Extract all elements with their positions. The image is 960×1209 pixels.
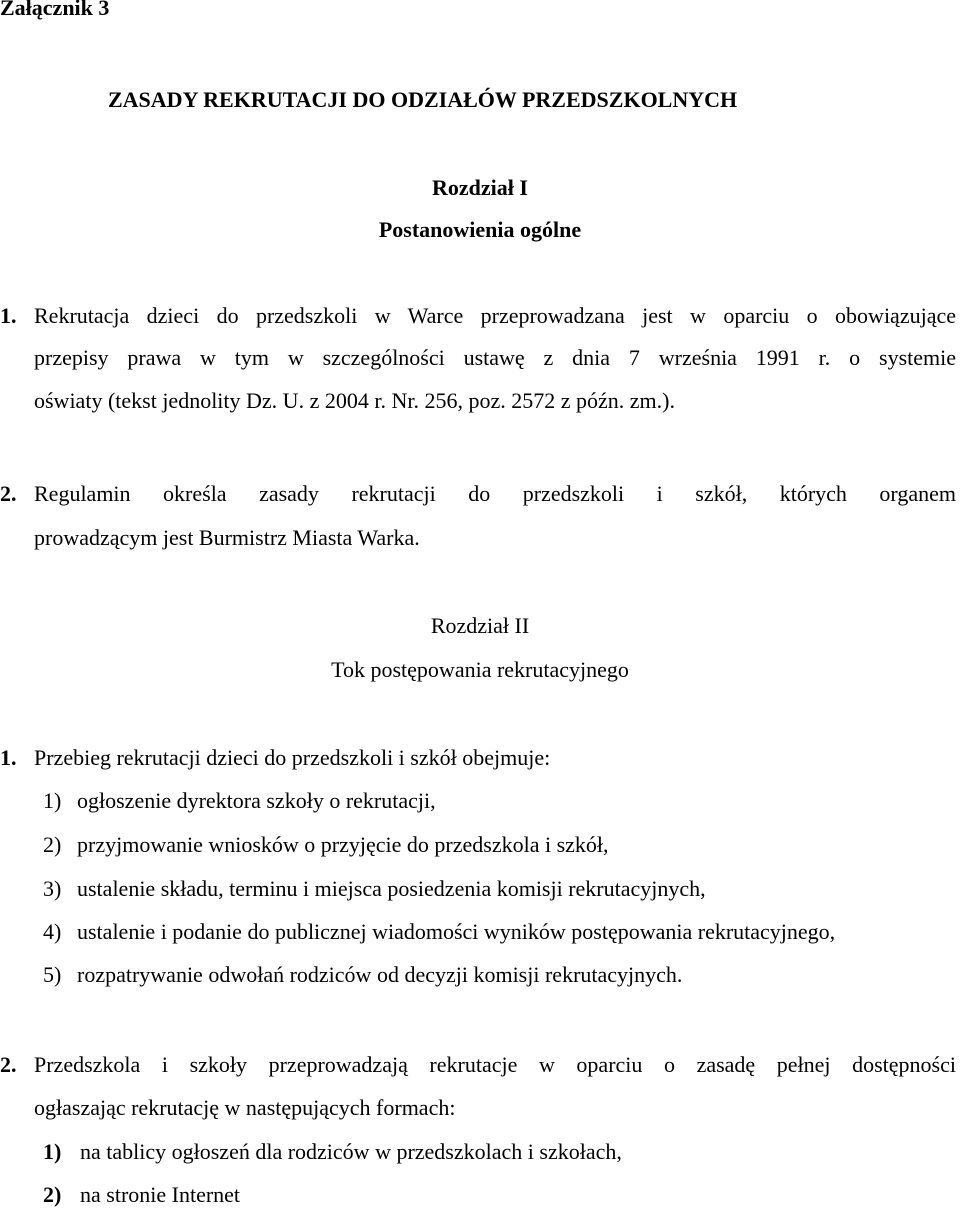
chapter-1-p1-line-1: Rekrutacja dzieci do przedszkoli w Warce przeprowadzana jest w oparciu o obowiązujące xyxy=(34,303,956,328)
list-item-text: ustalenie i podanie do publicznej wiadomości wyników postępowania rekrutacyjnego, xyxy=(77,919,836,944)
chapter-2-title: Tok postępowania rekrutacyjnego xyxy=(331,657,629,682)
list-item-number: 5) xyxy=(43,962,62,987)
list-item-text: ogłoszenie dyrektora szkoły o rekrutacji, xyxy=(77,788,436,813)
chapter-1-label: Rozdział I xyxy=(432,175,528,200)
chapter-1-p1-line-3: oświaty (tekst jednolity Dz. U. z 2004 r. Nr. 256, poz. 2572 z późn. zm.). xyxy=(34,388,675,413)
list-item-number: 3) xyxy=(43,876,62,901)
list-item-number: 1) xyxy=(43,788,62,813)
list-item-number: 4) xyxy=(43,919,62,944)
chapter-2-p1-intro: Przebieg rekrutacji dzieci do przedszkoli i szkół obejmuje: xyxy=(34,745,551,770)
chapter-2-p2-number: 2. xyxy=(0,1052,17,1077)
list-item-number: 2) xyxy=(43,832,62,857)
chapter-2-p2-line-1: Przedszkola i szkoły przeprowadzają rekrutacje w oparciu o zasadę pełnej dostępności xyxy=(34,1052,956,1077)
chapter-1-p2-line-2: prowadzącym jest Burmistrz Miasta Warka. xyxy=(34,525,420,550)
list-item-text: przyjmowanie wniosków o przyjęcie do przedszkola i szkół, xyxy=(77,832,609,857)
list-item-text: rozpatrywanie odwołań rodziców od decyzji komisji rekrutacyjnych. xyxy=(77,962,683,987)
list-item-number: 2) xyxy=(43,1182,62,1207)
chapter-1-p1-line-2: przepisy prawa w tym w szczególności ustawę z dnia 7 września 1991 r. o systemie xyxy=(34,345,956,370)
annex-label: Załącznik 3 xyxy=(0,0,110,20)
chapter-1-title: Postanowienia ogólne xyxy=(378,217,582,242)
chapter-2-p1-number: 1. xyxy=(0,745,17,770)
list-item-text: na stronie Internet xyxy=(80,1182,241,1207)
list-item-text: ustalenie składu, terminu i miejsca posiedzenia komisji rekrutacyjnych, xyxy=(77,876,706,901)
chapter-1-p2-number: 2. xyxy=(0,481,17,506)
document-title: ZASADY REKRUTACJI DO ODZIAŁÓW PRZEDSZKOLNYCH xyxy=(108,87,738,112)
list-item-number: 1) xyxy=(43,1139,62,1164)
chapter-2-label: Rozdział II xyxy=(430,613,530,638)
chapter-1-p2-line-1: Regulamin określa zasady rekrutacji do przedszkoli i szkół, których organem xyxy=(34,481,956,506)
chapter-2-p2-line-2: ogłaszając rekrutację w następujących formach: xyxy=(34,1095,456,1120)
list-item-text: na tablicy ogłoszeń dla rodziców w przedszkolach i szkołach, xyxy=(80,1139,622,1164)
chapter-1-p1-number: 1. xyxy=(0,303,17,328)
